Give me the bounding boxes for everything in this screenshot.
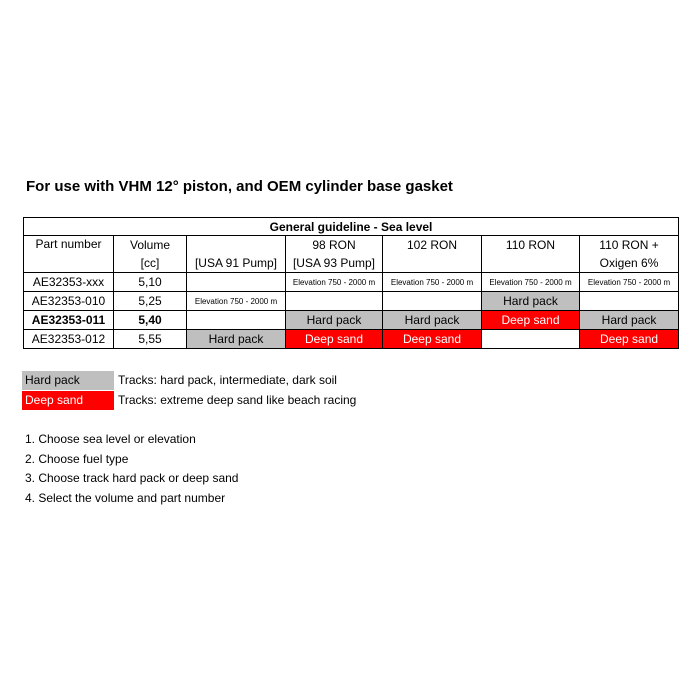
column-header-110-ron-plus-sub: Oxigen 6% [580, 254, 679, 273]
column-header-98-ron-sub: [USA 93 Pump] [286, 254, 383, 273]
column-header-usa91-top [187, 236, 286, 255]
ron110plus-cell: Deep sand [580, 330, 679, 349]
legend-swatch-hard-pack: Hard pack [22, 371, 114, 390]
ron110plus-cell [580, 292, 679, 311]
column-header-98-ron: 98 RON [286, 236, 383, 255]
column-header-110-ron: 110 RON [482, 236, 580, 255]
volume-cell: 5,10 [114, 273, 187, 292]
column-header-102-ron: 102 RON [383, 236, 482, 255]
legend-item-hard-pack [22, 371, 337, 390]
page-title: For use with VHM 12° piston, and OEM cylinder base gasket [26, 178, 453, 195]
table-row [24, 292, 679, 311]
column-header-part-number: Part number [24, 236, 114, 273]
volume-cell: 5,55 [114, 330, 187, 349]
ron98-cell: Deep sand [286, 330, 383, 349]
legend-text-deep-sand: Tracks: extreme deep sand like beach racing [118, 393, 357, 407]
ron98-cell: Hard pack [286, 311, 383, 330]
ron110plus-cell: Elevation 750 - 2000 m [580, 273, 679, 292]
table-header: General guideline - Sea level [24, 218, 679, 236]
instruction-step: 4. Select the volume and part number [25, 490, 226, 505]
guideline-table [23, 217, 679, 349]
ron102-cell [383, 292, 482, 311]
column-header-102-ron-sub [383, 254, 482, 273]
legend-text-hard-pack: Tracks: hard pack, intermediate, dark soil [118, 373, 337, 387]
ron98-cell [286, 292, 383, 311]
column-header-110-ron-plus: 110 RON + [580, 236, 679, 255]
instruction-step: 3. Choose track hard pack or deep sand [25, 471, 239, 485]
volume-cell: 5,40 [114, 311, 187, 330]
table-row [24, 273, 679, 292]
column-header-110-ron-sub [482, 254, 580, 273]
instruction-step: 2. Choose fuel type [25, 451, 129, 466]
part-number-cell: AE32353-012 [24, 330, 114, 349]
volume-cell: 5,25 [114, 292, 187, 311]
table-row [24, 330, 679, 349]
ron102-cell: Hard pack [383, 311, 482, 330]
instruction-step: 1. Choose sea level or elevation [25, 432, 196, 446]
ron110-cell: Deep sand [482, 311, 580, 330]
usa91-cell: Hard pack [187, 330, 286, 349]
ron110plus-cell: Hard pack [580, 311, 679, 330]
column-header-volume-unit: [cc] [114, 254, 187, 273]
ron110-cell [482, 330, 580, 349]
ron102-cell: Deep sand [383, 330, 482, 349]
part-number-cell: AE32353-011 [24, 311, 114, 330]
ron98-cell: Elevation 750 - 2000 m [286, 273, 383, 292]
ron110-cell: Elevation 750 - 2000 m [482, 273, 580, 292]
part-number-cell: AE32353-xxx [24, 273, 114, 292]
usa91-cell [187, 273, 286, 292]
legend-item-deep-sand [22, 391, 356, 410]
instruction-list [25, 430, 238, 508]
usa91-cell: Elevation 750 - 2000 m [187, 292, 286, 311]
legend-swatch-deep-sand: Deep sand [22, 391, 114, 410]
part-number-cell: AE32353-010 [24, 292, 114, 311]
ron110-cell: Hard pack [482, 292, 580, 311]
usa91-cell [187, 311, 286, 330]
table-row [24, 311, 679, 330]
ron102-cell: Elevation 750 - 2000 m [383, 273, 482, 292]
column-header-volume: Volume [114, 236, 187, 255]
column-header-usa91: [USA 91 Pump] [187, 254, 286, 273]
